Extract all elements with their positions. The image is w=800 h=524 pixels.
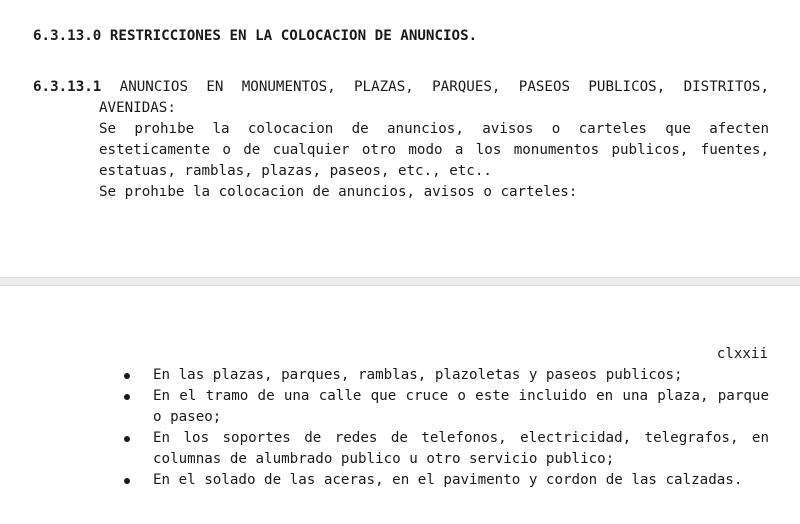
list-item (118, 428, 769, 470)
list-item-text: En el solado de las aceras, en el pavimento y cordon de las calzadas. (153, 472, 743, 488)
paragraph-prohibition-intro: Se prohıbe la colocacion de anuncios, avisos o carteles: (99, 184, 578, 200)
list-item (118, 470, 769, 491)
subsection-heading-text: ANUNCIOS EN MONUMENTOS, PLAZAS, PARQUES, PASEOS PUBLICOS, DISTRITOS, (119, 79, 769, 95)
page-number: clxxii (716, 346, 768, 362)
bullet-icon (124, 373, 130, 379)
section-title: 6.3.13.0 RESTRICCIONES EN LA COLOCACION DE ANUNCIOS. (33, 28, 478, 44)
subsection-heading (33, 77, 769, 97)
list-item-text: En las plazas, parques, ramblas, plazoletas y paseos publicos; (153, 367, 683, 383)
list-item-text: En los soportes de redes de telefonos, electricidad, telegrafos, en columnas de alumbrado publico u otro servicio publico; (153, 430, 769, 467)
list-item-text: En el tramo de una calle que cruce o este incluido en una plaza, parque o paseo; (153, 388, 769, 425)
prohibition-list (118, 365, 769, 491)
bullet-icon (124, 478, 130, 484)
subsection-number: 6.3.13.1 (33, 79, 102, 95)
list-item (118, 386, 769, 428)
bullet-icon (124, 436, 130, 442)
list-item (118, 365, 769, 386)
page-break-divider (0, 277, 800, 286)
subsection-heading-continuation: AVENIDAS: (99, 100, 176, 116)
paragraph-prohibition-monuments: Se prohıbe la colocacion de anuncios, avisos o carteles que afecten esteticamente o de cualquier otro modo a los monumentos publicos, fuentes, estatuas, ramblas, plazas, paseos, etc., etc.. (99, 121, 769, 179)
bullet-icon (124, 394, 130, 400)
